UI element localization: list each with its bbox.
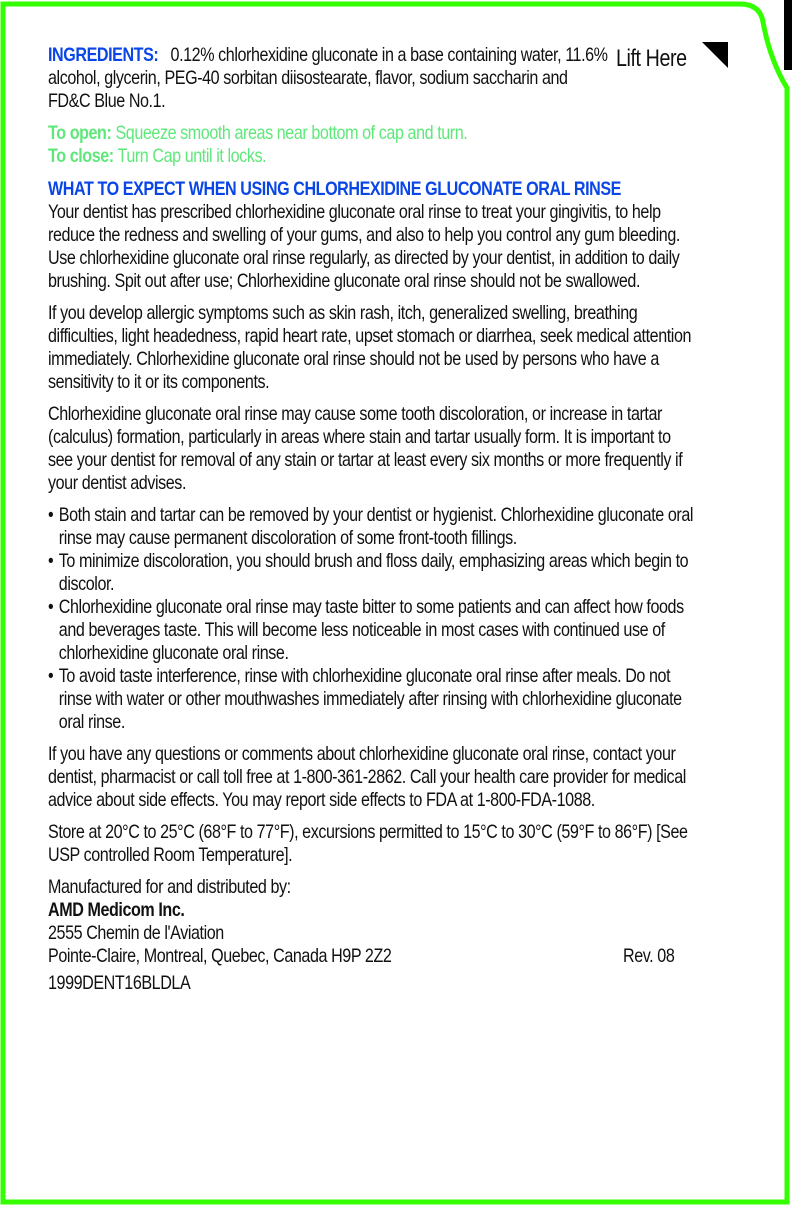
manufacturer-address-line2: Pointe-Claire, Montreal, Quebec, Canada H9P 2Z2 — [48, 945, 392, 967]
paragraph-allergy: If you develop allergic symptoms such as skin rash, itch, generalized swelling, breathing difficulties, light headedness, rapid heart rate, upset stomach or diarrhea, seek medical attention immediately. Chlorhexidine gluconate oral rinse should not be used by persons who have a sensitivity to it or its components. — [48, 302, 692, 393]
tab-edge-mark — [784, 0, 792, 70]
close-text: Turn Cap until it locks. — [117, 145, 267, 167]
bullet-icon: • — [48, 596, 54, 618]
ingredients-label: INGREDIENTS: — [48, 44, 159, 66]
bullet-text: To minimize discoloration, you should brush and floss daily, emphasizing areas which begin to discolor. — [58, 550, 689, 595]
revision-number: Rev. 08 — [622, 945, 675, 967]
manufacturer-intro: Manufactured for and distributed by: — [48, 876, 291, 898]
ingredients-block — [48, 44, 608, 113]
bullet-item — [48, 550, 698, 596]
section-heading: WHAT TO EXPECT WHEN USING CHLORHEXIDINE GLUCONATE ORAL RINSE — [48, 178, 621, 200]
storage-paragraph: Store at 20°C to 25°C (68°F to 77°F), excursions permitted to 15°C to 30°C (59°F to 86°F) [See USP controlled Room Temperature]. — [48, 821, 688, 866]
bullet-item — [48, 665, 698, 734]
bullet-text: To avoid taste interference, rinse with chlorhexidine gluconate oral rinse after meals. Do not rinse with water or other mouthwashes immediately after rinsing with chlorhexidine gluconate oral rinse. — [58, 665, 682, 733]
open-text: Squeeze smooth areas near bottom of cap and turn. — [115, 122, 468, 144]
product-code: 1999DENT16BLDLA — [48, 972, 191, 994]
bullet-text: Both stain and tartar can be removed by your dentist or hygienist. Chlorhexidine gluconate oral rinse may cause permanent discoloration of some front-tooth fillings. — [58, 504, 694, 549]
bullet-text: Chlorhexidine gluconate oral rinse may taste bitter to some patients and can affect how foods and beverages taste. This will become less noticeable in most cases with continued use of chlorhexidine gluconate oral rinse. — [58, 596, 684, 664]
bullet-icon: • — [48, 550, 54, 572]
manufacturer-name: AMD Medicom Inc. — [48, 899, 185, 921]
bullet-item — [48, 504, 698, 550]
open-instruction — [48, 122, 698, 145]
bullet-icon: • — [48, 504, 54, 526]
lift-here-text: Lift Here — [616, 45, 687, 72]
bullet-list — [48, 504, 698, 734]
bullet-item — [48, 596, 698, 665]
close-label: To close: — [48, 145, 114, 167]
paragraph-usage: Your dentist has prescribed chlorhexidine gluconate oral rinse to treat your gingivitis, to help reduce the redness and swelling of your gums, and also to help you control any gum bleeding. Use chlorhexidine gluconate oral rinse regularly, as directed by your dentist, in addition to daily brushing. Spit out after use; Chlorhexidine gluconate oral rinse should not be swallowed. — [48, 201, 680, 292]
close-instruction — [48, 145, 698, 168]
open-label: To open: — [48, 122, 112, 144]
bullet-icon: • — [48, 665, 54, 687]
label-content — [48, 44, 708, 995]
manufacturer-address-row — [48, 945, 698, 968]
ingredients-text: 0.12% chlorhexidine gluconate in a base containing water, 11.6% alcohol, glycerin, PEG-40 sorbitan diisostearate, flavor, sodium saccharin and FD&C Blue No.1. — [48, 44, 608, 112]
manufacturer-address-line1: 2555 Chemin de l'Aviation — [48, 922, 224, 944]
contact-paragraph: If you have any questions or comments about chlorhexidine gluconate oral rinse, contact your dentist, pharmacist or call toll free at 1-800-361-2862. Call your health care provider for medical advice about side effects. You may report side effects to FDA at 1-800-FDA-1088. — [48, 743, 686, 811]
paragraph-discoloration: Chlorhexidine gluconate oral rinse may cause some tooth discoloration, or increase in tartar (calculus) formation, particularly in areas where stain and tartar usually form. It is important to see your dentist for removal of any stain or tartar at least every six months or more frequently if your dentist advises. — [48, 403, 683, 494]
